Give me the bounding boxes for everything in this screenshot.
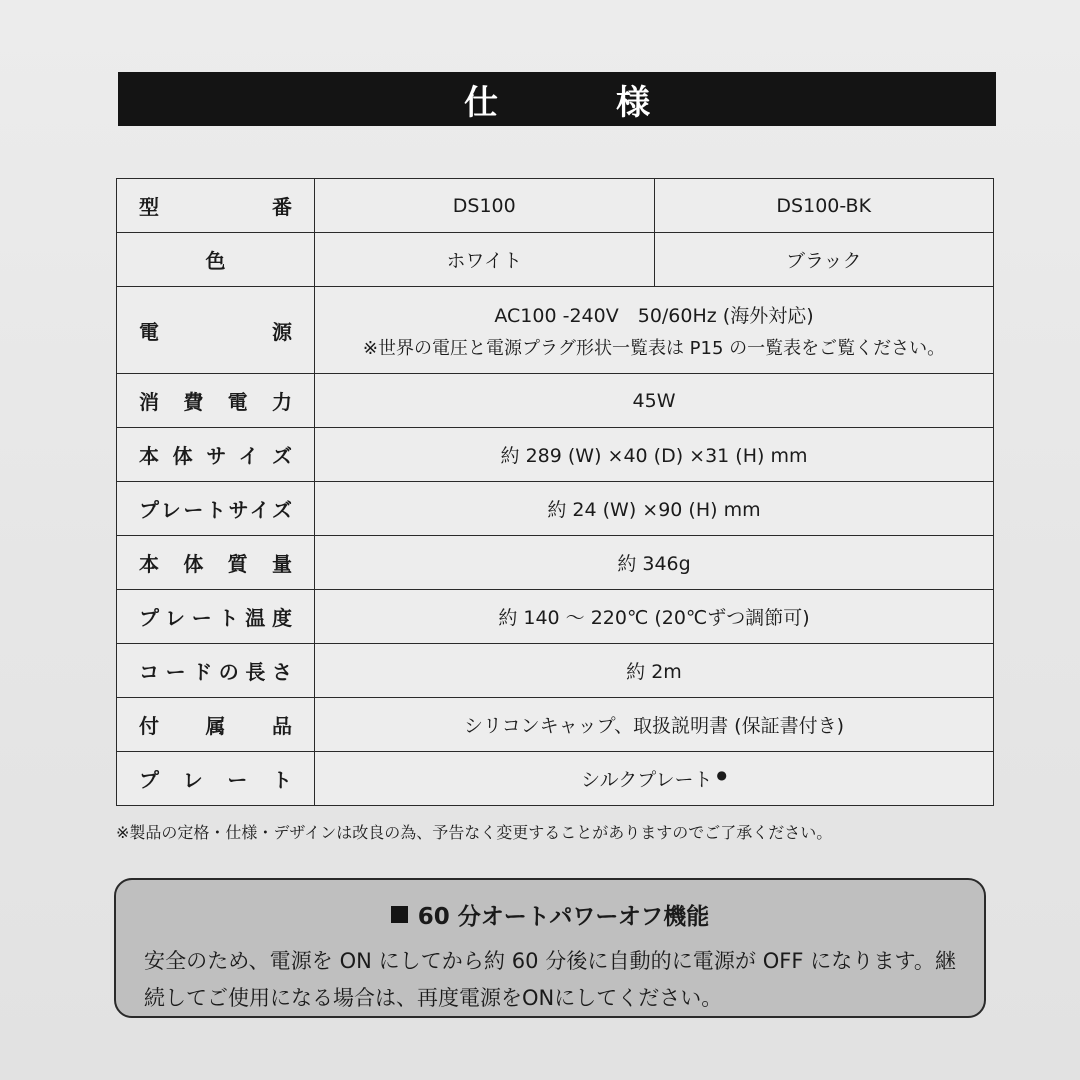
- cord-length-value: 約 2m: [315, 644, 994, 698]
- plate-mark: ●: [716, 767, 727, 782]
- table-row: [117, 536, 994, 590]
- plate-size-value: 約 24 (W) ×90 (H) mm: [315, 482, 994, 536]
- spec-table: [116, 178, 994, 806]
- table-row-model: [117, 179, 994, 233]
- square-bullet-icon: [391, 906, 408, 923]
- row-label-accessories: 付属品: [117, 698, 315, 752]
- color-value-white: ホワイト: [315, 233, 655, 287]
- spec-footnote: ※製品の定格・仕様・デザインは改良の為、予告なく変更することがありますのでご了承ください。: [116, 823, 833, 842]
- power-value-cell: [315, 287, 994, 374]
- table-row: [117, 644, 994, 698]
- row-label-color: 色: [117, 233, 315, 287]
- power-consumption-value: 45W: [315, 374, 994, 428]
- plate-value: シルクプレート: [581, 769, 713, 791]
- row-label-cord-length: コードの長さ: [117, 644, 315, 698]
- notice-title: 60 分オートパワーオフ機能: [417, 904, 710, 930]
- row-label-model: 型番: [117, 179, 315, 233]
- plate-temperature-value: 約 140 ～ 220℃ (20℃ずつ調節可): [315, 590, 994, 644]
- row-label-power: 電源: [117, 287, 315, 374]
- table-row: [117, 428, 994, 482]
- power-spec: AC100 -240V 50/60Hz (海外対応): [494, 304, 814, 327]
- power-plug-note: ※世界の電圧と電源プラグ形状一覧表は P15 の一覧表をご覧ください。: [362, 337, 946, 359]
- weight-value: 約 346g: [315, 536, 994, 590]
- row-label-power-consumption: 消費電力: [117, 374, 315, 428]
- page-title: 仕 様: [464, 82, 692, 123]
- color-value-black: ブラック: [654, 233, 994, 287]
- notice-heading: [144, 898, 956, 931]
- body-size-value: 約 289 (W) ×40 (D) ×31 (H) mm: [315, 428, 994, 482]
- row-label-plate: プレート: [117, 752, 315, 806]
- model-value-white: DS100: [315, 179, 655, 233]
- plate-value-cell: [315, 752, 994, 806]
- row-label-weight: 本体質量: [117, 536, 315, 590]
- row-label-plate-temperature: プレート温度: [117, 590, 315, 644]
- model-value-black: DS100-BK: [654, 179, 994, 233]
- table-row-power: [117, 287, 994, 374]
- row-label-plate-size: プレートサイズ: [117, 482, 315, 536]
- table-row: [117, 374, 994, 428]
- notice-body: 安全のため、電源を ON にしてから約 60 分後に自動的に電源が OFF になります。継続してご使用になる場合は、再度電源をONにしてください。: [144, 949, 956, 1010]
- table-row: [117, 752, 994, 806]
- row-label-body-size: 本体サイズ: [117, 428, 315, 482]
- auto-power-off-notice: [114, 878, 986, 1018]
- table-row-color: [117, 233, 994, 287]
- table-row: [117, 482, 994, 536]
- table-row: [117, 590, 994, 644]
- table-row: [117, 698, 994, 752]
- spec-title-bar: [118, 72, 996, 126]
- accessories-value: シリコンキャップ、取扱説明書 (保証書付き): [315, 698, 994, 752]
